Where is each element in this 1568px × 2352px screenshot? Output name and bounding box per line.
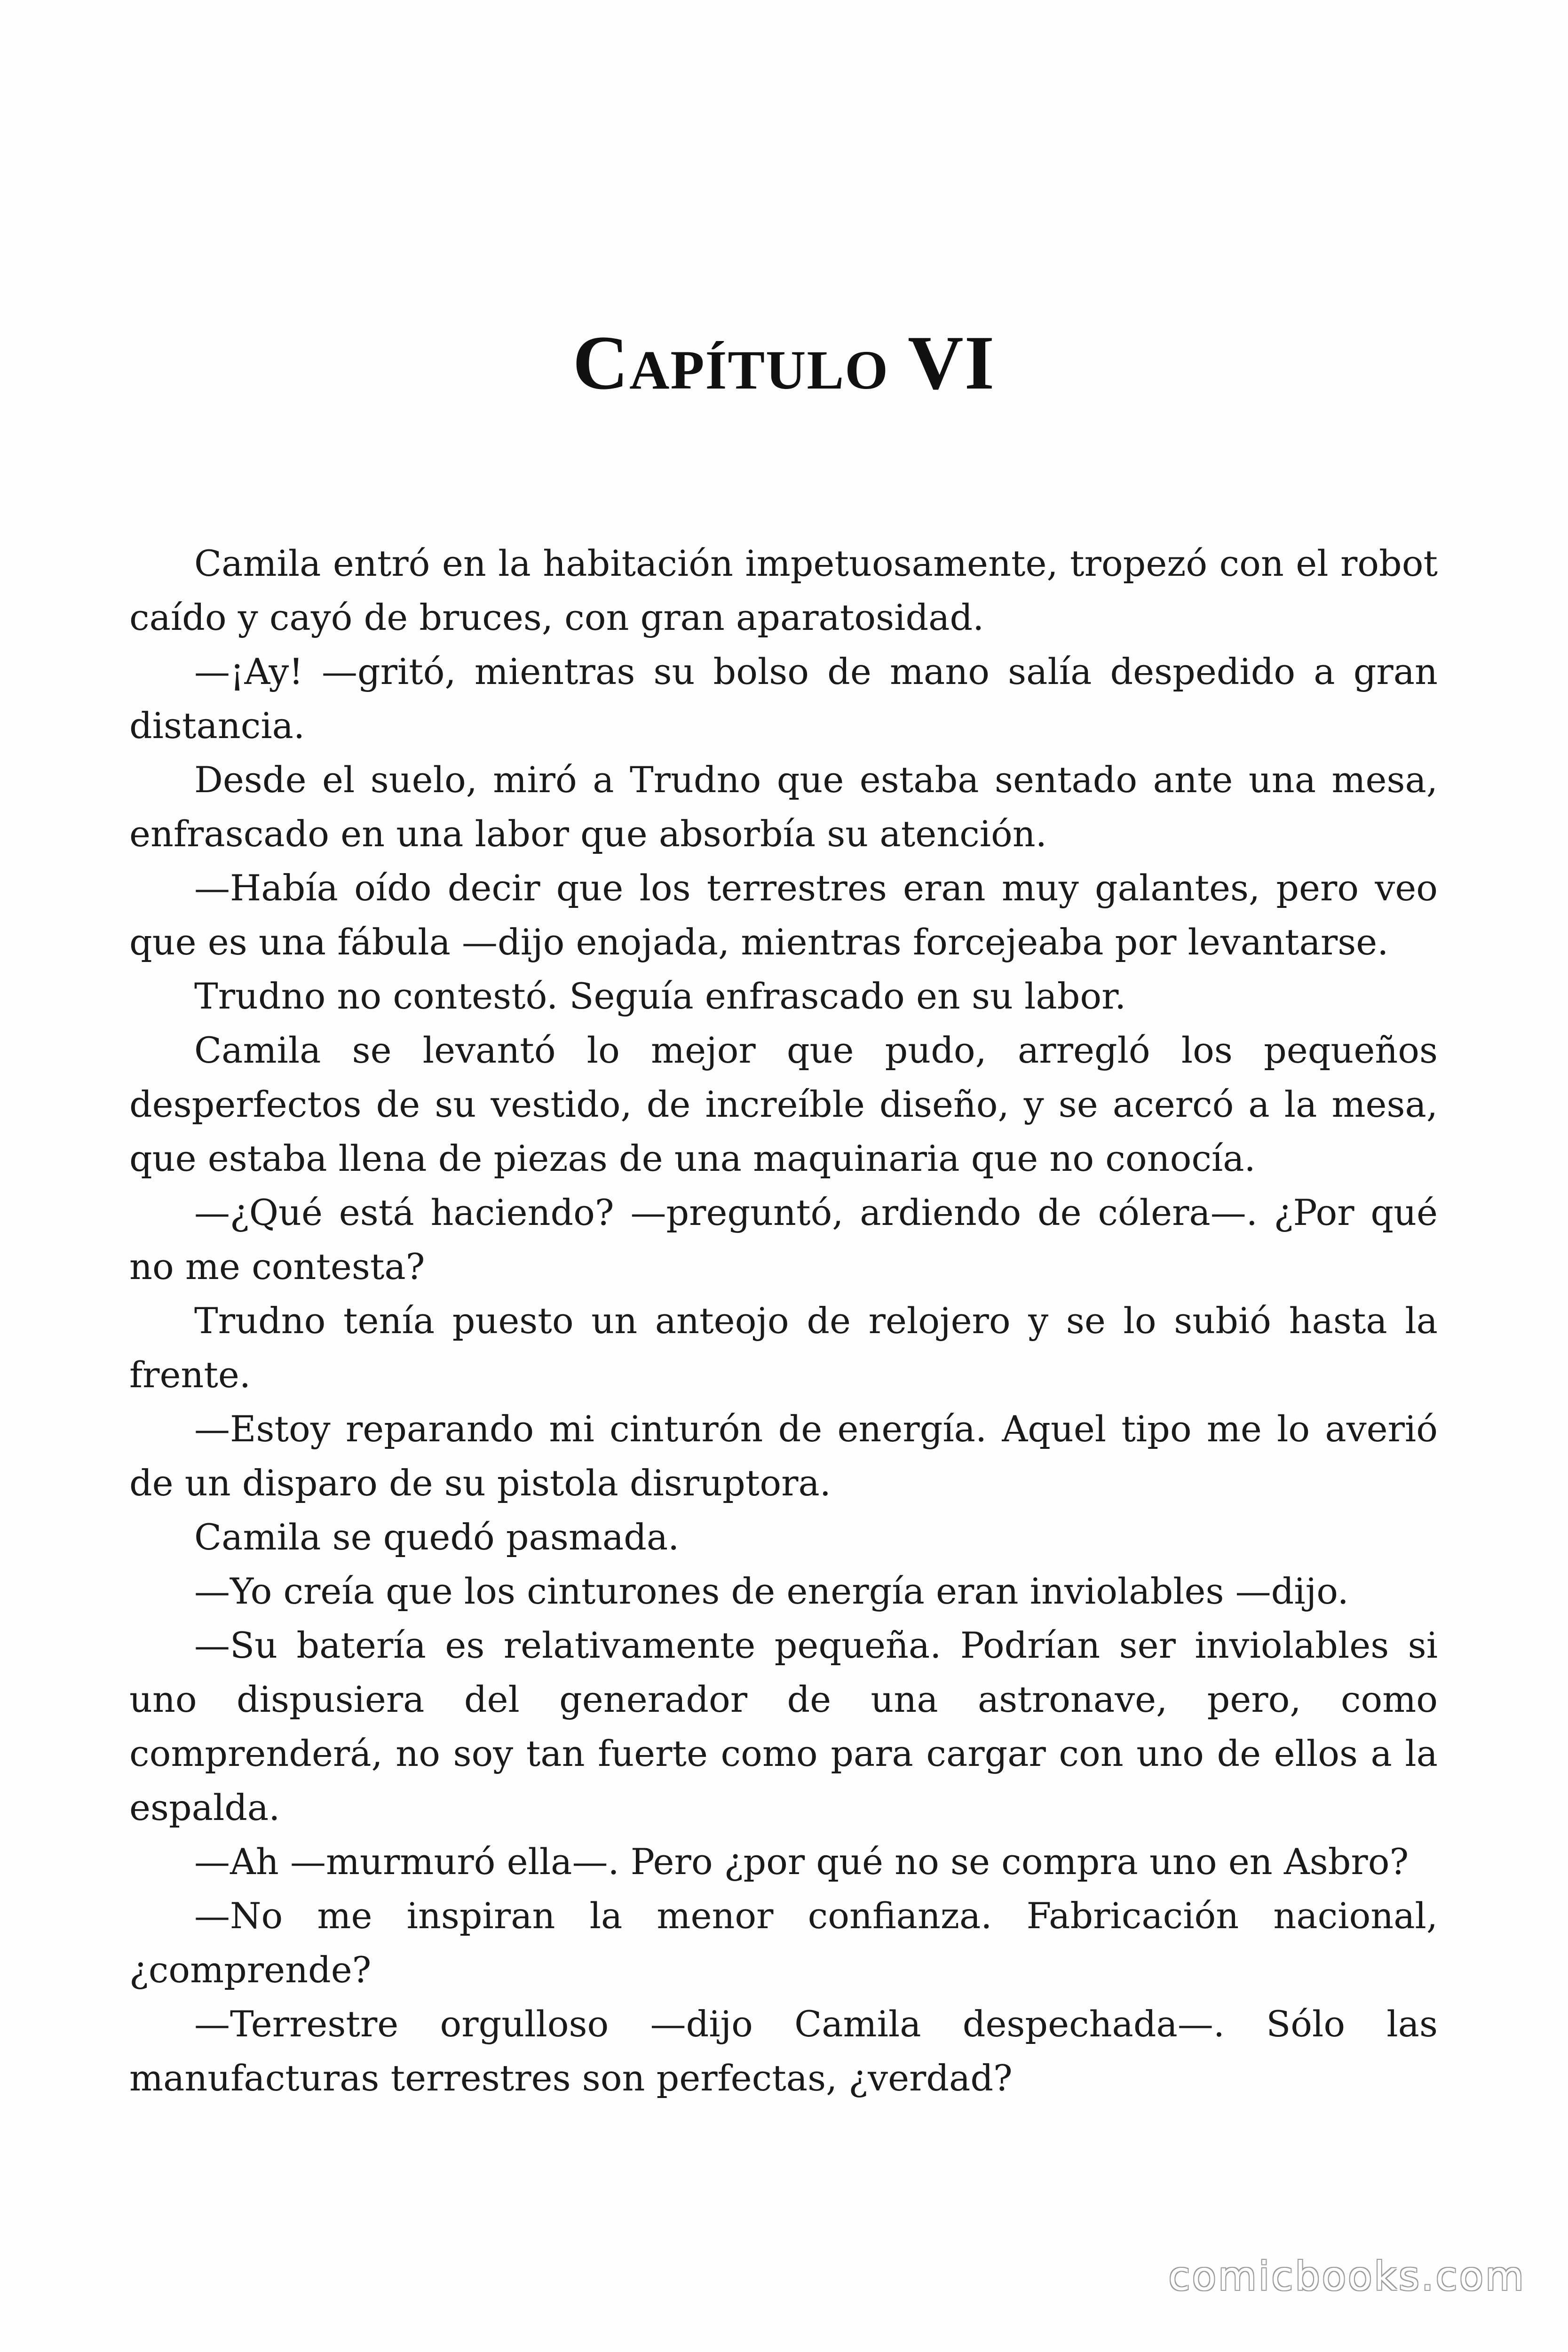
- paragraph: Camila se quedó pasmada.: [194, 1516, 680, 1558]
- watermark: comicbooks.com: [1168, 2253, 1526, 2299]
- paragraph: —Terrestre orgulloso —dijo Camila despechada—. Sólo las manufacturas terrestres son perfectas, ¿verdad?: [129, 2003, 1438, 2099]
- paragraph: —¡Ay! —gritó, mientras su bolso de mano salía despedido a gran distancia.: [129, 651, 1438, 747]
- paragraph: —Había oído decir que los terrestres eran muy galantes, pero veo que es una fábula —dijo enojada, mientras forcejeaba por levantarse.: [129, 867, 1438, 963]
- paragraph: —Yo creía que los cinturones de energía eran inviolables —dijo.: [194, 1570, 1349, 1612]
- paragraph: Camila entró en la habitación impetuosamente, tropezó con el robot caído y cayó de bruces, con gran aparatosidad.: [129, 542, 1438, 638]
- paragraph: Camila se levantó lo mejor que pudo, arregló los pequeños desperfectos de su vestido, de increíble diseño, y se acercó a la mesa, que estaba llena de piezas de una maquinaria que no conocía.: [129, 1029, 1438, 1179]
- paragraph: —¿Qué está haciendo? —preguntó, ardiendo de cólera—. ¿Por qué no me contesta?: [129, 1192, 1438, 1287]
- chapter-title: CAPÍTULO VI: [572, 320, 996, 405]
- paragraph: Trudno no contestó. Seguía enfrascado en su labor.: [194, 975, 1126, 1017]
- paragraph: Trudno tenía puesto un anteojo de relojero y se lo subió hasta la frente.: [129, 1300, 1438, 1396]
- paragraph: Desde el suelo, miró a Trudno que estaba sentado ante una mesa, enfrascado en una labor que absorbía su atención.: [129, 759, 1438, 855]
- paragraph: —Ah —murmuró ella—. Pero ¿por qué no se compra uno en Asbro?: [194, 1841, 1409, 1883]
- chapter-body: [129, 536, 1438, 2105]
- paragraph: —Su batería es relativamente pequeña. Podrían ser inviolables si uno dispusiera del generador de una astronave, pero, como comprenderá, no soy tan fuerte como para cargar con uno de ellos a la espalda.: [129, 1624, 1438, 1828]
- paragraph: —No me inspiran la menor confianza. Fabricación nacional, ¿comprende?: [129, 1895, 1438, 1991]
- paragraph: —Estoy reparando mi cinturón de energía. Aquel tipo me lo averió de un disparo de su pistola disruptora.: [129, 1408, 1438, 1504]
